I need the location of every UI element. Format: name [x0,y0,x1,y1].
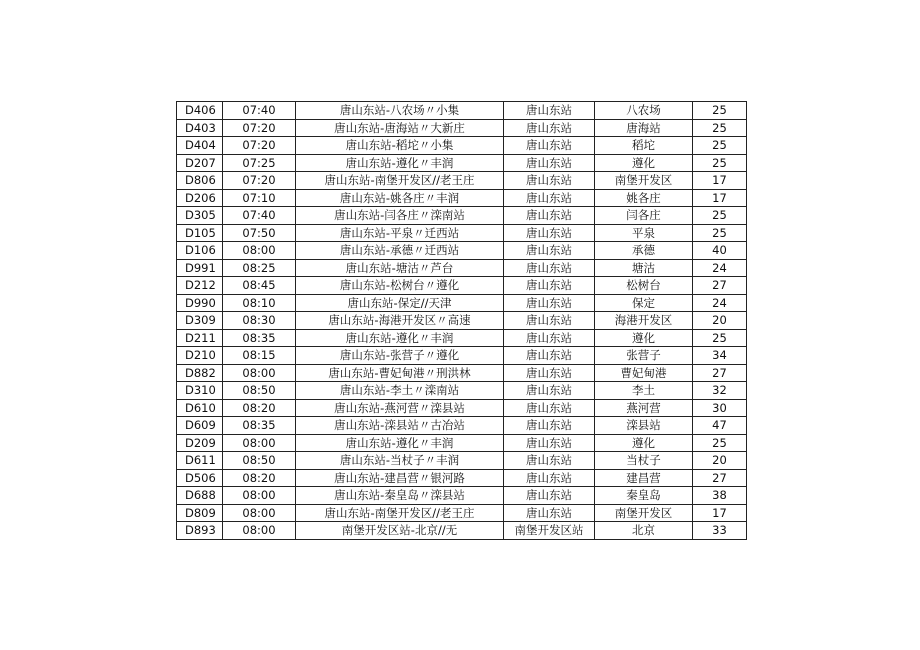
route-code-cell: D206 [177,189,223,207]
value-cell: 32 [693,382,747,400]
destination-cell: 承德 [595,242,693,260]
origin-station-cell: 唐山东站 [504,277,595,295]
destination-cell: 保定 [595,294,693,312]
destination-cell: 北京 [595,522,693,540]
route-code-cell: D212 [177,277,223,295]
route-code-cell: D506 [177,469,223,487]
route-cell: 唐山东站-曹妃甸港〃刑洪林 [296,364,504,382]
origin-station-cell: 唐山东站 [504,347,595,365]
route-code-cell: D404 [177,137,223,155]
destination-cell: 遵化 [595,329,693,347]
table-row [177,207,747,225]
origin-station-cell: 唐山东站 [504,172,595,190]
destination-cell: 八农场 [595,102,693,120]
table-row [177,452,747,470]
destination-cell: 松树台 [595,277,693,295]
destination-cell: 塘沽 [595,259,693,277]
route-code-cell: D305 [177,207,223,225]
value-cell: 33 [693,522,747,540]
destination-cell: 李土 [595,382,693,400]
value-cell: 47 [693,417,747,435]
table-row [177,242,747,260]
table-row [177,172,747,190]
value-cell: 20 [693,452,747,470]
value-cell: 27 [693,364,747,382]
origin-station-cell: 唐山东站 [504,189,595,207]
departure-time-cell: 08:45 [223,277,296,295]
value-cell: 25 [693,224,747,242]
route-code-cell: D893 [177,522,223,540]
origin-station-cell: 唐山东站 [504,434,595,452]
departure-time-cell: 08:35 [223,329,296,347]
bus-schedule-table [176,101,747,540]
route-cell: 唐山东站-张营子〃遵化 [296,347,504,365]
route-cell: 唐山东站-遵化〃丰润 [296,329,504,347]
route-cell: 唐山东站-承德〃迁西站 [296,242,504,260]
departure-time-cell: 08:50 [223,452,296,470]
route-cell: 唐山东站-稻坨〃小集 [296,137,504,155]
route-cell: 唐山东站-保定//天津 [296,294,504,312]
departure-time-cell: 08:35 [223,417,296,435]
origin-station-cell: 唐山东站 [504,312,595,330]
route-code-cell: D210 [177,347,223,365]
origin-station-cell: 南堡开发区站 [504,522,595,540]
departure-time-cell: 08:30 [223,312,296,330]
departure-time-cell: 08:00 [223,242,296,260]
destination-cell: 滦县站 [595,417,693,435]
table-row [177,469,747,487]
departure-time-cell: 07:40 [223,207,296,225]
destination-cell: 燕河营 [595,399,693,417]
route-cell: 唐山东站-遵化〃丰润 [296,434,504,452]
table-row [177,382,747,400]
route-cell: 唐山东站-李土〃滦南站 [296,382,504,400]
value-cell: 34 [693,347,747,365]
departure-time-cell: 08:00 [223,504,296,522]
route-code-cell: D610 [177,399,223,417]
route-cell: 唐山东站-八农场〃小集 [296,102,504,120]
departure-time-cell: 08:00 [223,364,296,382]
table-row [177,329,747,347]
route-cell: 唐山东站-南堡开发区//老王庄 [296,504,504,522]
destination-cell: 平泉 [595,224,693,242]
value-cell: 30 [693,399,747,417]
value-cell: 27 [693,469,747,487]
table-row [177,102,747,120]
route-code-cell: D991 [177,259,223,277]
departure-time-cell: 08:15 [223,347,296,365]
destination-cell: 唐海站 [595,119,693,137]
route-code-cell: D611 [177,452,223,470]
value-cell: 25 [693,137,747,155]
origin-station-cell: 唐山东站 [504,137,595,155]
table-row [177,312,747,330]
origin-station-cell: 唐山东站 [504,294,595,312]
destination-cell: 姚各庄 [595,189,693,207]
origin-station-cell: 唐山东站 [504,224,595,242]
departure-time-cell: 08:00 [223,487,296,505]
route-code-cell: D806 [177,172,223,190]
origin-station-cell: 唐山东站 [504,329,595,347]
route-cell: 唐山东站-秦皇岛〃滦县站 [296,487,504,505]
departure-time-cell: 07:10 [223,189,296,207]
destination-cell: 南堡开发区 [595,172,693,190]
departure-time-cell: 07:20 [223,119,296,137]
origin-station-cell: 唐山东站 [504,102,595,120]
table-row [177,417,747,435]
route-code-cell: D207 [177,154,223,172]
route-cell: 唐山东站-闫各庄〃滦南站 [296,207,504,225]
departure-time-cell: 07:20 [223,137,296,155]
table-row [177,119,747,137]
value-cell: 17 [693,172,747,190]
table-row [177,154,747,172]
route-cell: 唐山东站-建昌营〃银河路 [296,469,504,487]
destination-cell: 曹妃甸港 [595,364,693,382]
table-row [177,259,747,277]
departure-time-cell: 07:25 [223,154,296,172]
destination-cell: 秦皇岛 [595,487,693,505]
value-cell: 17 [693,504,747,522]
route-cell: 唐山东站-松树台〃遵化 [296,277,504,295]
departure-time-cell: 07:20 [223,172,296,190]
origin-station-cell: 唐山东站 [504,242,595,260]
destination-cell: 闫各庄 [595,207,693,225]
origin-station-cell: 唐山东站 [504,207,595,225]
destination-cell: 稻坨 [595,137,693,155]
value-cell: 27 [693,277,747,295]
origin-station-cell: 唐山东站 [504,364,595,382]
route-code-cell: D106 [177,242,223,260]
departure-time-cell: 08:25 [223,259,296,277]
table-row [177,364,747,382]
route-cell: 唐山东站-燕河营〃滦县站 [296,399,504,417]
route-cell: 南堡开发区站-北京//无 [296,522,504,540]
route-code-cell: D609 [177,417,223,435]
destination-cell: 海港开发区 [595,312,693,330]
route-cell: 唐山东站-平泉〃迁西站 [296,224,504,242]
value-cell: 25 [693,434,747,452]
route-code-cell: D990 [177,294,223,312]
value-cell: 20 [693,312,747,330]
route-code-cell: D310 [177,382,223,400]
value-cell: 17 [693,189,747,207]
departure-time-cell: 08:00 [223,522,296,540]
route-cell: 唐山东站-海港开发区〃高速 [296,312,504,330]
value-cell: 24 [693,259,747,277]
departure-time-cell: 08:20 [223,469,296,487]
destination-cell: 张营子 [595,347,693,365]
route-cell: 唐山东站-滦县站〃古冶站 [296,417,504,435]
origin-station-cell: 唐山东站 [504,399,595,417]
route-code-cell: D809 [177,504,223,522]
departure-time-cell: 07:40 [223,102,296,120]
destination-cell: 南堡开发区 [595,504,693,522]
route-cell: 唐山东站-遵化〃丰润 [296,154,504,172]
origin-station-cell: 唐山东站 [504,382,595,400]
route-cell: 唐山东站-唐海站〃大新庄 [296,119,504,137]
origin-station-cell: 唐山东站 [504,119,595,137]
table-row [177,347,747,365]
route-cell: 唐山东站-姚各庄〃丰润 [296,189,504,207]
value-cell: 25 [693,119,747,137]
route-cell: 唐山东站-南堡开发区//老王庄 [296,172,504,190]
departure-time-cell: 08:10 [223,294,296,312]
route-code-cell: D403 [177,119,223,137]
table-row [177,189,747,207]
table-row [177,277,747,295]
destination-cell: 建昌营 [595,469,693,487]
table-row [177,224,747,242]
route-code-cell: D406 [177,102,223,120]
value-cell: 40 [693,242,747,260]
destination-cell: 当杖子 [595,452,693,470]
origin-station-cell: 唐山东站 [504,504,595,522]
route-code-cell: D688 [177,487,223,505]
value-cell: 25 [693,207,747,225]
route-code-cell: D211 [177,329,223,347]
table-row [177,399,747,417]
origin-station-cell: 唐山东站 [504,452,595,470]
route-code-cell: D105 [177,224,223,242]
destination-cell: 遵化 [595,154,693,172]
table-row [177,137,747,155]
table-row [177,504,747,522]
route-code-cell: D209 [177,434,223,452]
value-cell: 38 [693,487,747,505]
origin-station-cell: 唐山东站 [504,154,595,172]
value-cell: 25 [693,154,747,172]
route-cell: 唐山东站-当杖子〃丰润 [296,452,504,470]
origin-station-cell: 唐山东站 [504,487,595,505]
value-cell: 24 [693,294,747,312]
departure-time-cell: 08:50 [223,382,296,400]
table-row [177,434,747,452]
departure-time-cell: 08:00 [223,434,296,452]
route-code-cell: D882 [177,364,223,382]
route-cell: 唐山东站-塘沽〃芦台 [296,259,504,277]
destination-cell: 遵化 [595,434,693,452]
departure-time-cell: 07:50 [223,224,296,242]
origin-station-cell: 唐山东站 [504,259,595,277]
value-cell: 25 [693,329,747,347]
schedule-table-body [177,102,747,540]
origin-station-cell: 唐山东站 [504,417,595,435]
value-cell: 25 [693,102,747,120]
departure-time-cell: 08:20 [223,399,296,417]
table-row [177,294,747,312]
route-code-cell: D309 [177,312,223,330]
origin-station-cell: 唐山东站 [504,469,595,487]
table-row [177,522,747,540]
table-row [177,487,747,505]
